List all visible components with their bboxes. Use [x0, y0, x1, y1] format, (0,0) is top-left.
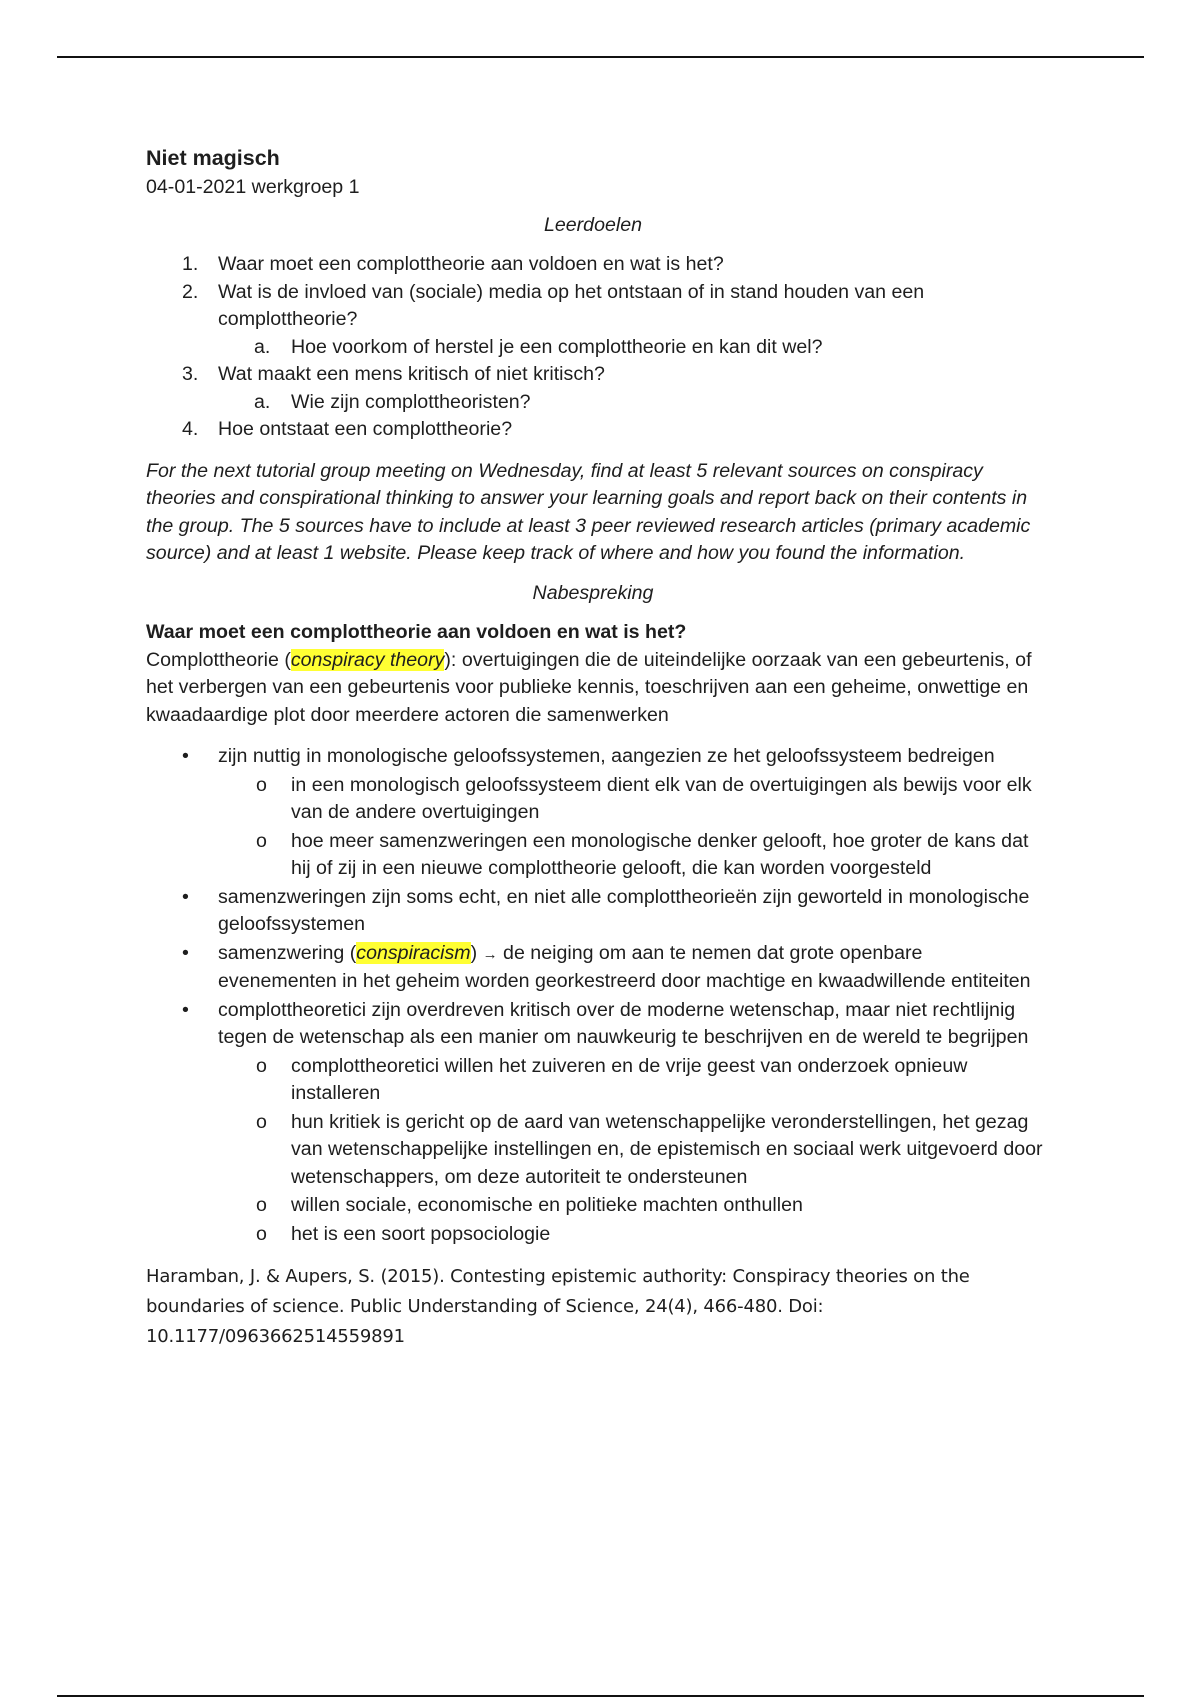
highlighted-term: conspiracism: [356, 941, 471, 964]
sub-bullet-item: [146, 1221, 1046, 1249]
bullet-text: complottheoretici zijn overdreven kritisch over de moderne wetenschap, maar niet rechtlijnig tegen de wetenschap als een manier om nauwkeurig te beschrijven en de wereld te begrijpen: [218, 998, 1029, 1048]
bullet-text: samenzwering (: [218, 941, 357, 964]
footer-rule: [57, 1695, 1144, 1697]
bullet-item: [146, 884, 1046, 939]
sub-bullet-icon: o: [256, 1222, 267, 1245]
list-text: Hoe ontstaat een complottheorie?: [218, 418, 513, 440]
reference-citation: Haramban, J. & Aupers, S. (2015). Contesting epistemic authority: Conspiracy theories on the boundaries of science. Public Understanding of Science, 24(4), 466-480. Doi: 10.1177/0963662514559891: [146, 1266, 970, 1347]
list-text: Wat maakt een mens kritisch of niet kritisch?: [218, 363, 605, 385]
bullet-item: [146, 743, 1046, 771]
bullet-text: willen sociale, economische en politieke machten onthullen: [291, 1194, 803, 1216]
list-number: 1.: [182, 253, 199, 275]
document-page: [146, 142, 1046, 1352]
list-number: 4.: [182, 418, 199, 440]
sub-bullet-item: [146, 1192, 1046, 1220]
sub-bullet-icon: o: [256, 1110, 267, 1133]
sub-bullet-item: [146, 828, 1046, 883]
bullet-text: zijn nuttig in monologische geloofssystemen, aangezien ze het geloofssysteem bedreigen: [218, 745, 995, 767]
discussion-heading: Nabespreking: [532, 581, 654, 604]
list-text: Waar moet een complottheorie aan voldoen en wat is het?: [218, 253, 724, 275]
bullet-item: [146, 997, 1046, 1052]
sub-bullet-item: [146, 1109, 1046, 1192]
learning-goals-list: [146, 251, 1046, 444]
learning-goals-heading: Leerdoelen: [543, 213, 643, 236]
list-text: Wat is de invloed van (sociale) media op het ontstaan of in stand houden van een complottheorie?: [218, 280, 925, 330]
learning-goal-item: [146, 279, 1046, 334]
learning-goal-item: [146, 416, 1046, 444]
date-line: 04-01-2021 werkgroep 1: [146, 176, 360, 198]
sub-bullet-icon: o: [256, 773, 267, 796]
sub-bullet-item: [146, 772, 1046, 827]
sub-bullet-icon: o: [256, 1194, 267, 1216]
bullet-item: [146, 940, 1046, 996]
definition-lead: Complottheorie (: [146, 648, 291, 671]
list-number: 2.: [182, 280, 199, 303]
bullet-icon: •: [182, 998, 189, 1021]
document-title: Niet magisch: [146, 146, 280, 170]
bullet-text: het is een soort popsociologie: [291, 1222, 551, 1245]
list-letter: a.: [254, 390, 271, 413]
bullet-icon: •: [182, 885, 189, 908]
sub-bullet-icon: o: [256, 1054, 267, 1077]
bullet-text: hoe meer samenzweringen een monologische denker gelooft, hoe groter de kans dat hij of zij in een nieuwe complottheorie gelooft, die kan worden voorgesteld: [291, 829, 1029, 879]
learning-goal-subitem: [146, 334, 1046, 362]
question-heading: Waar moet een complottheorie aan voldoen en wat is het?: [146, 621, 687, 643]
definition-paragraph: [146, 647, 1046, 730]
notes-bullet-list: [146, 743, 1046, 1248]
learning-goal-subitem: [146, 389, 1046, 417]
bullet-text: ): [470, 941, 483, 964]
list-letter: a.: [254, 335, 271, 358]
definition-text: ): overtuigingen die de uiteindelijke oorzaak van een gebeurtenis, of het verbergen van een gebeurtenis voor publieke kennis, toeschrijven aan een geheime, onwettige en kwaadaardige plot door meerdere actoren die samenwerken: [146, 648, 1032, 726]
list-text: Hoe voorkom of herstel je een complottheorie en kan dit wel?: [291, 335, 823, 358]
bullet-icon: •: [182, 941, 189, 964]
bullet-text: samenzweringen zijn soms echt, en niet alle complottheorieën zijn geworteld in monologische geloofssystemen: [218, 885, 1030, 935]
learning-goal-item: [146, 361, 1046, 389]
assignment-instructions: For the next tutorial group meeting on Wednesday, find at least 5 relevant sources on conspiracy theories and conspirational thinking to answer your learning goals and report back on their contents in the group. The 5 sources have to include at least 3 peer reviewed research articles (primary academic source) and at least 1 website. Please keep track of where and how you found the information.: [146, 459, 1031, 564]
learning-goal-item: [146, 251, 1046, 279]
list-number: 3.: [182, 363, 199, 385]
arrow-icon: →: [482, 945, 498, 963]
list-text: Wie zijn complottheoristen?: [291, 390, 531, 413]
highlighted-term: conspiracy theory: [290, 648, 445, 671]
sub-bullet-item: [146, 1053, 1046, 1108]
bullet-text: de neiging om aan te nemen dat grote openbare evenementen in het geheim worden georkestreerd door machtige en kwaadwillende entiteiten: [218, 941, 1031, 992]
bullet-text: in een monologisch geloofssysteem dient elk van de overtuigingen als bewijs voor elk van de andere overtuigingen: [291, 773, 1032, 823]
header-rule: [57, 56, 1144, 58]
sub-bullet-icon: o: [256, 829, 267, 852]
bullet-icon: •: [182, 745, 189, 767]
bullet-text: hun kritiek is gericht op de aard van wetenschappelijke veronderstellingen, het gezag van wetenschappelijke instellingen en, de epistemisch en sociaal werk uitgevoerd door wetenschappers, om deze autoriteit te ondersteunen: [291, 1110, 1043, 1188]
bullet-text: complottheoretici willen het zuiveren en de vrije geest van onderzoek opnieuw installeren: [291, 1054, 968, 1104]
